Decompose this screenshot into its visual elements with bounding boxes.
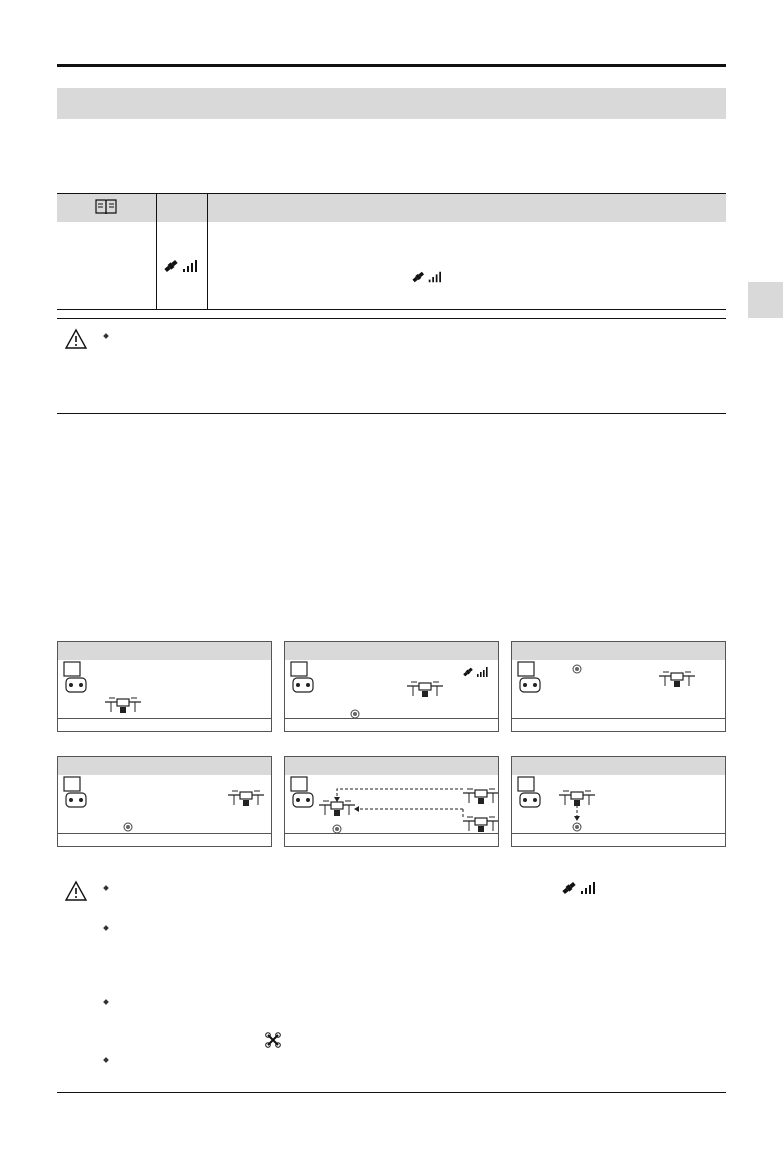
aircraft-icon <box>264 1032 282 1048</box>
step-panel-footer-line <box>512 833 725 834</box>
remote-controller-icon <box>64 777 86 807</box>
drone-icon <box>228 791 264 806</box>
drone-icon <box>407 682 443 697</box>
remote-controller-icon <box>518 662 540 692</box>
table-divider <box>156 193 157 309</box>
warning-icon <box>64 880 88 902</box>
home-point-icon <box>351 710 359 718</box>
step-panel-footer-line <box>285 718 498 719</box>
warning-icon <box>64 328 88 350</box>
side-tab <box>748 282 783 318</box>
drone-icon <box>559 791 595 806</box>
satellite-signal-icon <box>412 270 442 284</box>
bullet <box>103 999 109 1005</box>
home-point-icon <box>124 823 132 831</box>
table-divider <box>207 193 208 309</box>
step-panel-5 <box>284 756 499 847</box>
divider <box>57 413 726 414</box>
satellite-signal-icon <box>164 258 198 274</box>
step-panel-footer-line <box>58 833 271 834</box>
satellite-signal-icon <box>463 667 488 677</box>
remote-controller-icon <box>291 662 313 692</box>
return-arrow-icon <box>574 805 580 821</box>
step-panel-2 <box>284 641 499 732</box>
divider <box>57 318 726 319</box>
drone-icon <box>659 672 695 687</box>
step-panel-3 <box>511 641 726 732</box>
drone-icon <box>105 698 141 713</box>
drone-icon <box>463 817 498 832</box>
home-point-icon <box>333 825 341 833</box>
bullet <box>103 333 109 339</box>
bullet <box>103 1057 109 1063</box>
home-point-icon <box>573 665 581 673</box>
bottom-rule <box>57 1092 726 1093</box>
drone-icon <box>319 801 355 816</box>
book-icon <box>95 198 117 215</box>
remote-controller-icon <box>518 777 540 807</box>
drone-icon <box>463 789 498 804</box>
step-panel-footer-line <box>58 718 271 719</box>
home-point-icon <box>573 823 581 831</box>
table-body <box>57 221 726 310</box>
satellite-signal-icon <box>562 880 596 896</box>
step-panel-4 <box>57 756 272 847</box>
step-panel-footer-line <box>285 833 498 834</box>
remote-controller-icon <box>291 777 313 807</box>
step-panel-footer-line <box>512 718 725 719</box>
bullet <box>103 885 109 891</box>
remote-controller-icon <box>64 662 86 692</box>
step-panel-6 <box>511 756 726 847</box>
step-panel-1 <box>57 641 272 732</box>
return-arrow-icon <box>334 789 463 817</box>
top-rule <box>57 64 726 67</box>
bullet <box>103 925 109 931</box>
table-header <box>57 193 726 222</box>
section-title-bar <box>57 88 726 119</box>
